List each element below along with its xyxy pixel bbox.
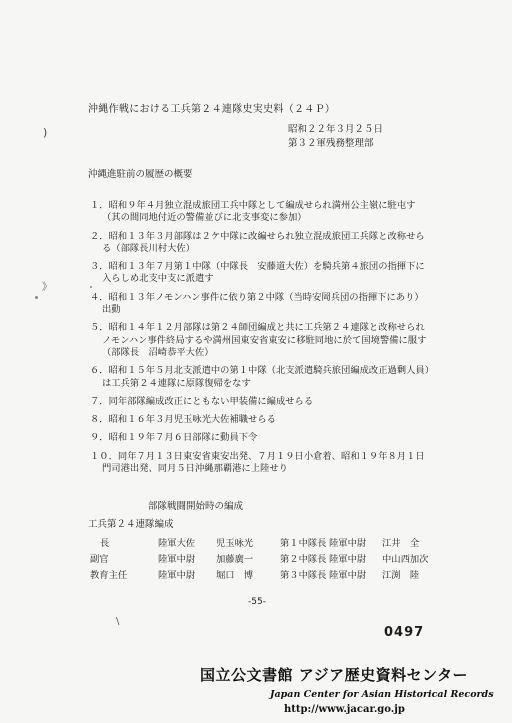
roster-role: 長 [100, 538, 110, 549]
roster-row [90, 567, 442, 583]
history-item [90, 396, 500, 408]
history-item-text: ９．昭和１９年７月６日部隊に動員下令 [90, 432, 258, 444]
history-item-continuation: （其の間同地付近の警備並びに北支事変に参加） [102, 212, 307, 224]
history-item-continuation: ノモンハン事件終局するや満州国東安省東安に移駐同地に於て国境警備に服す [102, 334, 427, 346]
history-item-continuation: る（部隊長川村大佐） [102, 242, 195, 254]
history-item-text: ２．昭和１３年３月部隊は２ケ中隊に改編せられ独立混成旅団工兵隊と改称せら [90, 230, 425, 242]
history-item [90, 414, 500, 426]
scan-speck [35, 296, 38, 299]
history-item [90, 451, 500, 476]
roster-name: 中山西加次 [382, 554, 429, 565]
issuing-office: 第３２軍残務整理部 [288, 138, 374, 149]
roster-rank: 陸軍中尉 [329, 554, 367, 565]
archive-english-name: Japan Center for Asian Historical Records [270, 689, 494, 700]
roster-name: 江井 全 [382, 538, 420, 549]
history-item-text: １．昭和９年４月独立混成旅団工兵中隊として編成せられ満州公主嶺に駐屯す [90, 200, 416, 211]
margin-mark: \ [116, 616, 120, 627]
history-item-continuation: （部隊長 沼崎恭平大佐） [102, 346, 214, 358]
history-item [90, 432, 500, 444]
margin-mark: ) [43, 126, 48, 139]
document-title: 沖縄作戦における工兵第２４連隊史実史料（２４Ｐ） [88, 104, 336, 115]
roster-name: 加藤廣一 [216, 554, 254, 565]
history-item-text: ４．昭和１３年ノモンハン事件に依り第２中隊（当時安岡兵団の指揮下にあり） [90, 291, 424, 303]
roster-role: 教育主任 [90, 570, 128, 581]
history-item-continuation: は工兵第２４連隊に原隊復帰をなす [102, 377, 251, 389]
roster-rank: 陸軍中尉 [158, 570, 196, 581]
history-item [90, 200, 500, 225]
archive-logo-text: 国立公文書館 アジア歴史資料センター [200, 666, 469, 684]
roster-rank: 陸軍中尉 [158, 554, 196, 565]
roster-row [90, 535, 442, 551]
organization-heading: 部隊戦闘開始時の編成 [148, 501, 244, 512]
history-item [90, 292, 500, 317]
history-item-text: ８．昭和１６年３月児玉咏光大佐補職せらる [90, 414, 276, 426]
history-item [90, 231, 500, 256]
reference-number: 0497 [384, 625, 425, 640]
roster-rank: 陸軍大佐 [158, 538, 196, 549]
roster-role: 副官 [90, 554, 109, 565]
history-item-text: ６．昭和１５年５月北支派遣中の第１中隊（北支派遣騎兵旅団編成改正過剰人員） [90, 365, 434, 377]
archive-url: http://www.jacar.go.jp [284, 704, 405, 715]
history-item-text: １０．同年７月１３日東安省東安出発、７月１９日小倉着、昭和１９年８月１日 [90, 450, 425, 462]
margin-mark: 》 [42, 282, 52, 293]
roster-unit: 第３中隊長 [280, 570, 327, 581]
roster-name: 江渕 陸 [382, 570, 420, 581]
scan-speck [90, 286, 92, 288]
history-item-continuation: 門司港出発、同月５日沖縄那覇港に上陸せり [102, 463, 288, 475]
history-item-continuation: 入らしめ北支中支に派遣す [102, 273, 214, 285]
history-item-text: ３．昭和１３年７月第１中隊（中隊長 安藤道大佐）を騎兵第４旅団の指揮下に [90, 261, 425, 273]
page-number: -55- [248, 597, 266, 607]
roster-table [90, 535, 442, 583]
history-item [90, 322, 500, 359]
organization-unit: 工兵第２４連隊編成 [88, 519, 174, 530]
roster-row [90, 551, 442, 567]
roster-rank: 陸軍中尉 [329, 570, 367, 581]
roster-name: 堀口 博 [216, 570, 254, 581]
history-item [90, 365, 500, 390]
section-title: 沖縄進駐前の履歴の概要 [88, 169, 193, 180]
roster-rank: 陸軍中尉 [329, 538, 367, 549]
document-date: 昭和２２年３月２５日 [288, 124, 384, 135]
history-item-continuation: 出動 [102, 304, 121, 316]
roster-unit: 第２中隊長 [280, 554, 327, 565]
history-item [90, 261, 500, 286]
history-item-text: ７．同年部隊編成改正にともない甲装備に編成せらる [90, 395, 314, 407]
history-item-text: ５．昭和１４年１２月部隊は第２４師団編成と共に工兵第２４連隊と改称せられ [90, 322, 425, 334]
roster-name: 児玉咏光 [216, 538, 254, 549]
roster-unit: 第１中隊長 [280, 538, 327, 549]
history-list [90, 200, 500, 475]
